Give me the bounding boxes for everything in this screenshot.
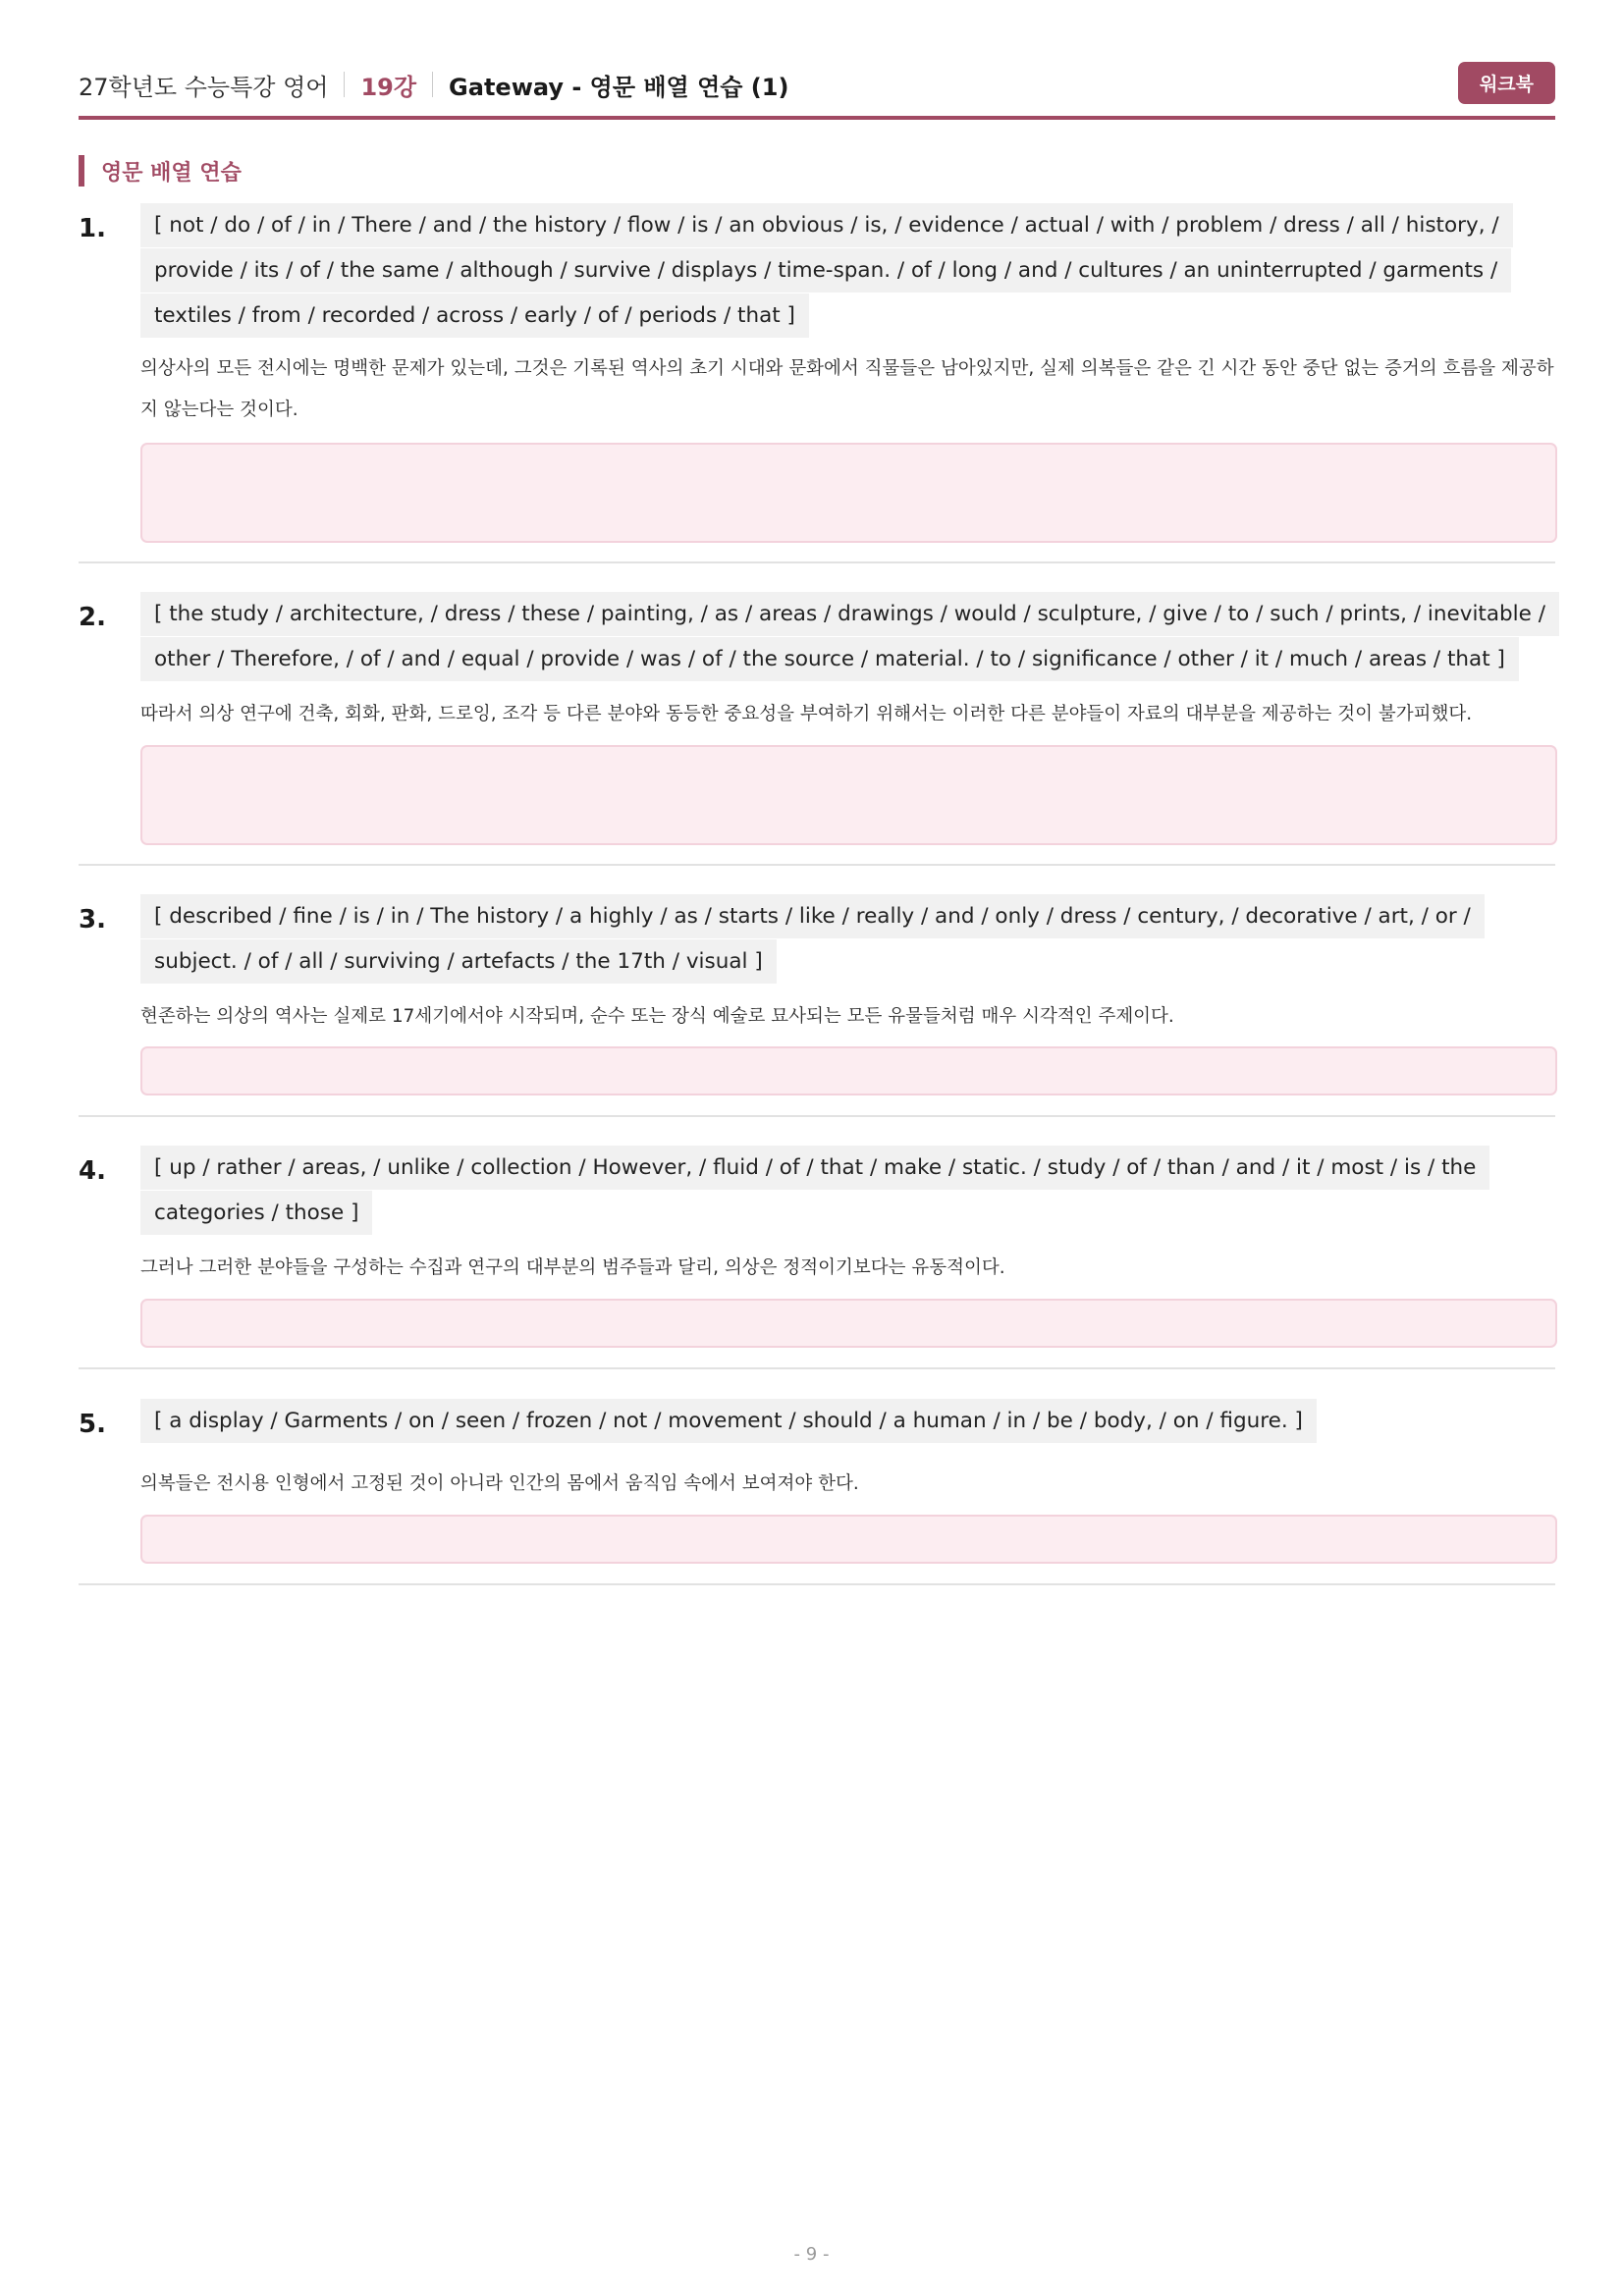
item-number: 3. (79, 905, 106, 934)
answer-box[interactable] (140, 1046, 1557, 1095)
word-bank (140, 894, 1555, 985)
word-bank-text: [ not / do / of / in / There / and / the history / flow / is / an obvious / is, / evidence / actual / with / problem / dress / all / history, / provide / its / of / the same / although / survive / displays / time-span. / of / long / and / cultures / an uninterrupted / garments / textiles / from / recorded / across / early / of / periods / that ] (140, 203, 1513, 338)
answer-box[interactable] (140, 1299, 1557, 1348)
section-accent-bar (79, 155, 84, 187)
header-rule (79, 116, 1555, 120)
answer-box[interactable] (140, 745, 1557, 845)
item-number: 2. (79, 603, 106, 632)
workbook-badge: 워크북 (1458, 62, 1555, 104)
item-number: 4. (79, 1156, 106, 1186)
korean-translation: 의상사의 모든 전시에는 명백한 문제가 있는데, 그것은 기록된 역사의 초기 시대와 문화에서 직물들은 남아있지만, 실제 의복들은 같은 긴 시간 동안 중단 없는 증거의 흐름을 제공하지 않는다는 것이다. (140, 358, 1554, 420)
item-number: 1. (79, 214, 106, 243)
answer-box[interactable] (140, 443, 1557, 543)
word-bank-text: [ up / rather / areas, / unlike / collection / However, / fluid / of / that / make / static. / study / of / than / and / it / most / is / the categories / those ] (140, 1146, 1489, 1235)
word-bank-text: [ described / fine / is / in / The history / a highly / as / starts / like / really / and / only / dress / century, / decorative / art, / or / subject. / of / all / surviving / artefacts / the 17th / visual ] (140, 894, 1485, 984)
korean-translation: 현존하는 의상의 역사는 실제로 17세기에서야 시작되며, 순수 또는 장식 예술로 묘사되는 모든 유물들처럼 매우 시각적인 주제이다. (140, 1006, 1174, 1027)
section-title: 영문 배열 연습 (101, 160, 242, 186)
item-divider (79, 561, 1555, 563)
korean-translation: 의복들은 전시용 인형에서 고정된 것이 아니라 인간의 몸에서 움직임 속에서 보여져야 한다. (140, 1473, 859, 1494)
item-divider (79, 1115, 1555, 1117)
workbook-page (79, 0, 1555, 2296)
word-bank (140, 1146, 1555, 1236)
header-separator (344, 72, 345, 97)
section-heading (79, 155, 242, 187)
header-breadcrumb (79, 67, 788, 102)
item-number: 5. (79, 1410, 106, 1439)
page-title: Gateway - 영문 배열 연습 (1) (449, 73, 789, 101)
word-bank-text: [ a display / Garments / on / seen / frozen / not / movement / should / a human / in / be / body, / on / figure. ] (140, 1399, 1317, 1443)
answer-box[interactable] (140, 1515, 1557, 1564)
header-separator (432, 72, 433, 97)
lesson-number: 19강 (360, 73, 417, 101)
korean-translation: 따라서 의상 연구에 건축, 회화, 판화, 드로잉, 조각 등 다른 분야와 동등한 중요성을 부여하기 위해서는 이러한 다른 분야들이 자료의 대부분을 제공하는 것이 불가피했다. (140, 704, 1473, 724)
page-number: - 9 - (793, 2244, 830, 2265)
item-divider (79, 1583, 1555, 1585)
page-header (79, 57, 1555, 112)
word-bank (140, 592, 1555, 682)
korean-translation: 그러나 그러한 분야들을 구성하는 수집과 연구의 대부분의 범주들과 달리, 의상은 정적이기보다는 유동적이다. (140, 1257, 1005, 1278)
item-divider (79, 1367, 1555, 1369)
word-bank-text: [ the study / architecture, / dress / these / painting, / as / areas / drawings / would / sculpture, / give / to / such / prints, / inevitable / other / Therefore, / of / and / equal / provide / was / of / the source / material. / to / significance / other / it / much / areas / that ] (140, 592, 1559, 681)
item-divider (79, 864, 1555, 866)
book-title: 27학년도 수능특강 영어 (79, 73, 329, 101)
word-bank (140, 1399, 1555, 1444)
word-bank (140, 203, 1555, 339)
